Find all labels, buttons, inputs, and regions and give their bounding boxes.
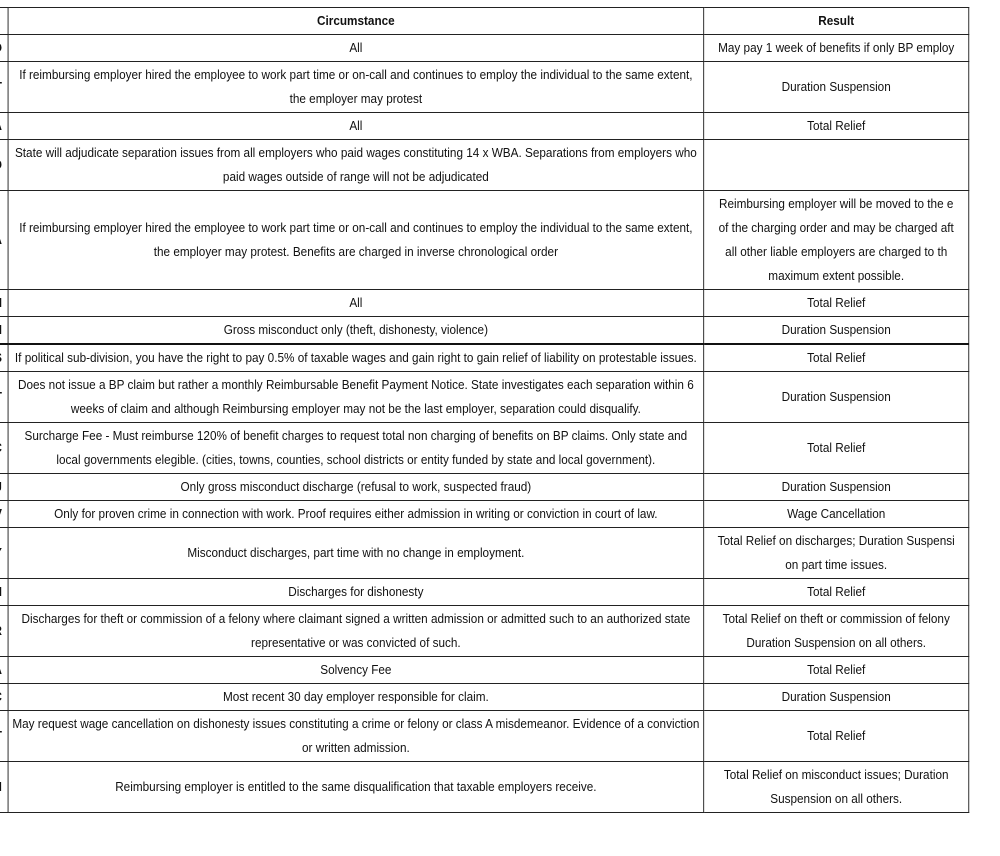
result-cell [704, 657, 969, 684]
result-column-header: Result [704, 8, 969, 35]
result-cell [704, 474, 969, 501]
result-cell [704, 501, 969, 528]
result-line: Wage Cancellation [787, 507, 886, 521]
result-cell [704, 62, 969, 113]
circumstance-cell: Only for proven crime in connection with work. Proof requires either admission in writing or conviction in court of law. [8, 501, 704, 528]
state-code-cell [0, 317, 8, 345]
state-code-cell [0, 684, 8, 711]
table-row [0, 474, 969, 501]
state-code-cell [0, 191, 8, 290]
state-code-cell [0, 474, 8, 501]
result-line: Duration Suspension [781, 690, 891, 704]
result-line: Duration Suspension [781, 390, 891, 404]
table-row [0, 191, 969, 290]
circumstance-cell: If reimbursing employer hired the employee to work part time or on-call and continues to employ the individual to the same extent, the employer may protest. Benefits are charged in inverse chronological order [8, 191, 704, 290]
state-code-cell [0, 501, 8, 528]
circumstance-cell: Surcharge Fee - Must reimburse 120% of benefit charges to request total non charging of benefits on BP claims. Only state and local governments elegible. (cities, towns, counties, school districts or entity funded by state and local government). [8, 423, 704, 474]
circumstance-cell: May request wage cancellation on dishonesty issues constituting a crime or felony or class A misdemeanor. Evidence of a conviction or written admission. [8, 711, 704, 762]
result-cell [704, 35, 969, 62]
circumstance-cell: Reimbursing employer is entitled to the same disqualification that taxable employers receive. [8, 762, 704, 813]
result-line: Suspension on all others. [770, 792, 903, 806]
result-line: Duration Suspension on all others. [746, 636, 927, 650]
circumstance-cell: If political sub-division, you have the right to pay 0.5% of taxable wages and gain right to gain relief of liability on protestable issues. [8, 344, 704, 372]
header-row [0, 8, 969, 35]
result-cell [704, 579, 969, 606]
state-code-cell [0, 290, 8, 317]
result-cell [704, 191, 969, 290]
circumstance-cell: Discharges for dishonesty [8, 579, 704, 606]
state-code-cell [0, 113, 8, 140]
circumstance-cell: Only gross misconduct discharge (refusal to work, suspected fraud) [8, 474, 704, 501]
state-code-cell [0, 423, 8, 474]
result-line: Total Relief [807, 585, 866, 599]
table-body [0, 35, 969, 813]
table-row [0, 423, 969, 474]
result-cell [704, 290, 969, 317]
result-line: Total Relief [807, 296, 866, 310]
result-cell [704, 606, 969, 657]
circumstance-cell: All [8, 113, 704, 140]
state-code-cell [0, 372, 8, 423]
result-line: Total Relief [807, 351, 866, 365]
circumstance-cell: Misconduct discharges, part time with no change in employment. [8, 528, 704, 579]
table-row [0, 657, 969, 684]
result-line: Total Relief on theft or commission of felony [722, 612, 950, 626]
result-line: Total Relief on misconduct issues; Duration [723, 768, 949, 782]
result-cell [704, 684, 969, 711]
result-cell [704, 140, 969, 191]
table-row [0, 711, 969, 762]
result-line: Total Relief [807, 663, 866, 677]
table-row [0, 579, 969, 606]
result-line: on part time issues. [785, 558, 888, 572]
table-row [0, 344, 969, 372]
state-code-cell [0, 140, 8, 191]
circumstance-cell: Most recent 30 day employer responsible for claim. [8, 684, 704, 711]
result-cell [704, 344, 969, 372]
result-line: May pay 1 week of benefits if only BP employ [718, 41, 955, 55]
circumstance-cell: State will adjudicate separation issues from all employers who paid wages constituting 14 x WBA. Separations from employers who paid wages outside of range will not be adjudicated [8, 140, 704, 191]
result-line: Reimbursing employer will be moved to the e [718, 197, 954, 211]
result-line: maximum extent possible. [768, 269, 905, 283]
circumstance-cell: If reimbursing employer hired the employee to work part time or on-call and continues to employ the individual to the same extent, the employer may protest [8, 62, 704, 113]
table-row [0, 62, 969, 113]
result-cell [704, 113, 969, 140]
table-row [0, 140, 969, 191]
relief-table [0, 7, 969, 813]
result-line: Duration Suspension [781, 323, 891, 337]
result-cell [704, 317, 969, 345]
result-cell [704, 372, 969, 423]
state-column-header [0, 8, 8, 35]
table-row [0, 684, 969, 711]
table-row [0, 372, 969, 423]
table-row [0, 762, 969, 813]
result-cell [704, 711, 969, 762]
circumstance-cell: Discharges for theft or commission of a felony where claimant signed a written admission or admitted such to an authorized state representative or was convicted of such. [8, 606, 704, 657]
result-line: all other liable employers are charged to th [725, 245, 948, 259]
result-line: Total Relief [807, 441, 866, 455]
circumstance-cell: Does not issue a BP claim but rather a monthly Reimbursable Benefit Payment Notice. State investigates each separation within 6 weeks of claim and although Reimbursing employer may not be the last employer, separation could disqualify. [8, 372, 704, 423]
circumstance-column-header: Circumstance [8, 8, 704, 35]
table-row [0, 317, 969, 345]
table-row [0, 35, 969, 62]
state-code-cell [0, 35, 8, 62]
state-code-cell [0, 579, 8, 606]
state-code-cell [0, 762, 8, 813]
result-line: Total Relief on discharges; Duration Suspensi [717, 534, 955, 548]
state-code-cell [0, 711, 8, 762]
result-cell [704, 762, 969, 813]
table-row [0, 606, 969, 657]
circumstance-cell: All [8, 35, 704, 62]
result-line: Total Relief [807, 729, 866, 743]
table-row [0, 501, 969, 528]
table-row [0, 290, 969, 317]
table-row [0, 113, 969, 140]
state-code-cell [0, 528, 8, 579]
state-code-cell [0, 344, 8, 372]
circumstance-cell: Solvency Fee [8, 657, 704, 684]
result-cell [704, 528, 969, 579]
circumstance-cell: All [8, 290, 704, 317]
state-code-cell [0, 606, 8, 657]
result-line: Duration Suspension [781, 480, 891, 494]
result-line: Total Relief [807, 119, 866, 133]
state-code-cell [0, 657, 8, 684]
state-code-cell [0, 62, 8, 113]
circumstance-cell: Gross misconduct only (theft, dishonesty, violence) [8, 317, 704, 345]
table-row [0, 528, 969, 579]
result-line: of the charging order and may be charged aft [718, 221, 954, 235]
result-line: Duration Suspension [781, 80, 891, 94]
result-cell [704, 423, 969, 474]
